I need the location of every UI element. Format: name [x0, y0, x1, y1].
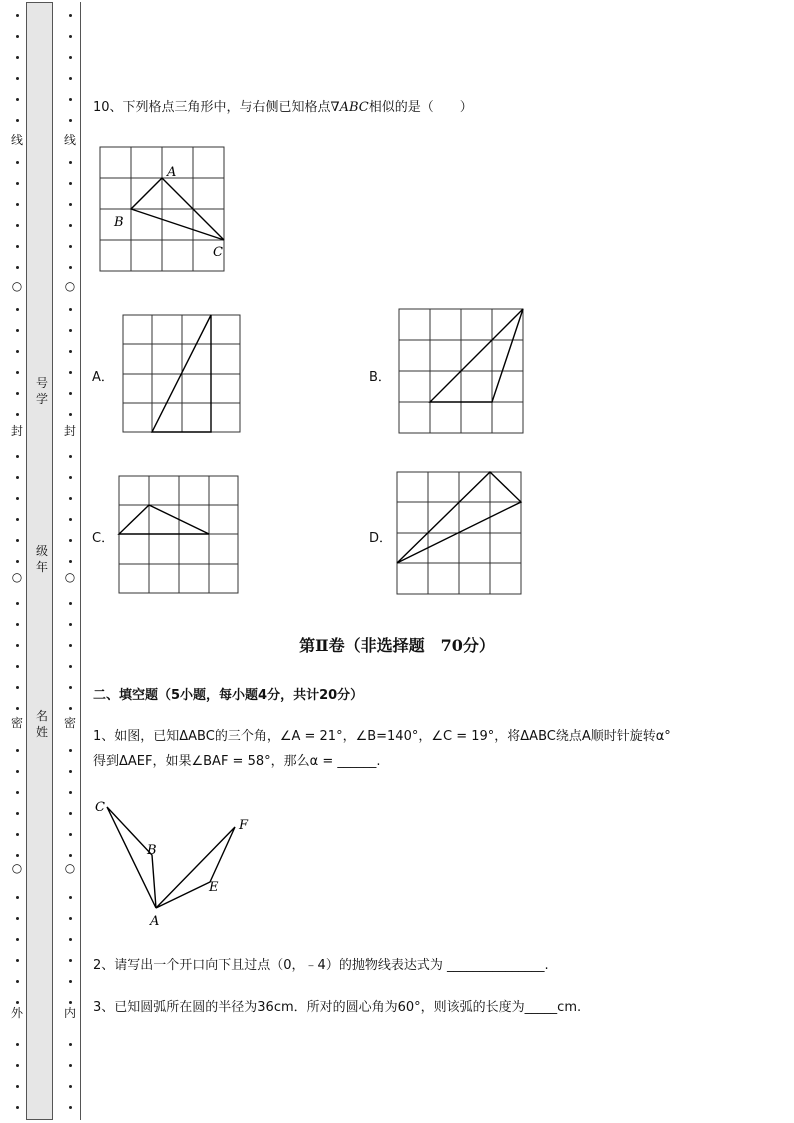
- binding-dot: [69, 1085, 72, 1088]
- binding-dot: [16, 266, 19, 269]
- binding-dot: [16, 413, 19, 416]
- binding-dot: [69, 560, 72, 563]
- binding-dot: [16, 161, 19, 164]
- binding-dot: [16, 791, 19, 794]
- binding-dot: [16, 14, 19, 17]
- binding-dot: [69, 518, 72, 521]
- binding-dot: [16, 959, 19, 962]
- field-name: 名姓: [35, 709, 48, 739]
- binding-dot: [16, 539, 19, 542]
- q10-text-after: 相似的是（ ）: [368, 100, 473, 115]
- binding-dot: [69, 203, 72, 206]
- binding-dot: [16, 392, 19, 395]
- binding-dot: [69, 14, 72, 17]
- binding-dot: [16, 308, 19, 311]
- binding-dot: [16, 812, 19, 815]
- binding-dot: [16, 623, 19, 626]
- inner-mark-circle: ○: [64, 570, 76, 584]
- q10-reference-figure: [90, 140, 240, 280]
- binding-dot: [69, 497, 72, 500]
- outer-mark-circle: ○: [11, 861, 23, 875]
- binding-dot: [16, 896, 19, 899]
- section-heading: 二、填空题（5小题，每小题4分，共计20分）: [93, 688, 364, 703]
- binding-dot: [16, 518, 19, 521]
- option-b-figure[interactable]: [396, 306, 526, 436]
- binding-dot: [69, 392, 72, 395]
- binding-dot: [69, 707, 72, 710]
- binding-dot: [16, 497, 19, 500]
- binding-dot: [16, 245, 19, 248]
- binding-dot: [16, 56, 19, 59]
- binding-dot: [69, 98, 72, 101]
- binding-dot: [16, 665, 19, 668]
- binding-dot: [16, 833, 19, 836]
- binding-dot: [69, 245, 72, 248]
- binding-dot: [16, 686, 19, 689]
- binding-dot: [69, 749, 72, 752]
- outer-mark-circle: ○: [11, 570, 23, 584]
- binding-dot: [16, 1106, 19, 1109]
- binding-dot: [69, 266, 72, 269]
- label-e: E: [209, 880, 219, 895]
- label-f: F: [239, 818, 249, 833]
- binding-dot: [69, 182, 72, 185]
- inner-mark-circle: ○: [64, 861, 76, 875]
- outer-mark-mi: 密: [10, 716, 23, 730]
- binding-dot: [16, 770, 19, 773]
- binding-dot: [69, 329, 72, 332]
- binding-dot: [69, 833, 72, 836]
- fill-q1-line1: 1、如图，已知ΔABC的三个角，∠A = 21°，∠B=140°，∠C = 19°，将ΔABC绕点A顺时针旋转α°: [93, 729, 671, 744]
- binding-dot: [69, 791, 72, 794]
- binding-dot: [69, 371, 72, 374]
- binding-dot: [69, 602, 72, 605]
- label-c: C: [213, 245, 223, 260]
- binding-dot: [69, 539, 72, 542]
- binding-dot: [16, 371, 19, 374]
- binding-dot: [16, 854, 19, 857]
- binding-dot: [69, 959, 72, 962]
- fill-q1-figure: [90, 795, 260, 930]
- triangle-aef: [156, 827, 235, 908]
- binding-dot: [69, 119, 72, 122]
- option-c-figure[interactable]: [116, 473, 242, 597]
- binding-dot: [69, 455, 72, 458]
- binding-dot: [16, 77, 19, 80]
- binding-dot: [16, 602, 19, 605]
- inner-mark-feng: 封: [63, 424, 76, 438]
- binding-dot: [16, 980, 19, 983]
- binding-dot: [16, 350, 19, 353]
- option-a-label[interactable]: A．: [92, 370, 114, 385]
- fill-q3: 3、已知圆弧所在圆的半径为36cm．所对的圆心角为60°，则该弧的长度为_____cm.: [93, 1000, 582, 1015]
- q10-triangle-name: ∇ABC: [330, 100, 369, 115]
- binding-dot: [16, 98, 19, 101]
- inner-mark-nei: 内: [63, 1006, 76, 1020]
- binding-dot: [69, 161, 72, 164]
- label-b: B: [114, 215, 124, 230]
- binding-dot: [16, 224, 19, 227]
- binding-dot: [16, 182, 19, 185]
- binding-dot: [69, 77, 72, 80]
- option-d-figure[interactable]: [394, 469, 524, 597]
- fill-q2: 2、请写出一个开口向下且过点（0，﹣4）的抛物线表达式为 _______________.: [93, 958, 549, 973]
- option-a-figure[interactable]: [120, 312, 244, 436]
- binding-dot: [69, 35, 72, 38]
- binding-dot: [16, 455, 19, 458]
- binding-dot: [69, 56, 72, 59]
- binding-dot: [69, 308, 72, 311]
- binding-dot: [16, 1085, 19, 1088]
- binding-dot: [16, 1043, 19, 1046]
- binding-dot: [69, 770, 72, 773]
- binding-dot: [69, 476, 72, 479]
- binding-dot: [69, 938, 72, 941]
- inner-mark-mi: 密: [63, 716, 76, 730]
- binding-dot: [16, 749, 19, 752]
- binding-dot: [16, 938, 19, 941]
- binding-dot: [69, 623, 72, 626]
- binding-dot: [69, 1064, 72, 1067]
- section-title: 第Ⅱ卷（非选择题 70分）: [299, 636, 495, 655]
- question-10-text: [93, 99, 473, 117]
- binding-dot: [16, 560, 19, 563]
- option-c-label[interactable]: C．: [92, 531, 115, 546]
- label-c: C: [95, 800, 105, 815]
- binding-dot: [69, 812, 72, 815]
- binding-dot: [16, 35, 19, 38]
- binding-dot: [69, 1043, 72, 1046]
- binding-dot: [16, 917, 19, 920]
- binding-dot: [69, 980, 72, 983]
- binding-dot: [69, 896, 72, 899]
- binding-dot: [69, 413, 72, 416]
- field-student-number: 号学: [35, 376, 48, 406]
- outer-mark-circle: ○: [11, 279, 23, 293]
- field-grade: 级年: [35, 544, 48, 574]
- inner-mark-circle: ○: [64, 279, 76, 293]
- binding-dot: [69, 1106, 72, 1109]
- q10-text-before: 10、下列格点三角形中，与右侧已知格点: [93, 100, 331, 115]
- binding-dot: [16, 329, 19, 332]
- binding-dot: [69, 1001, 72, 1004]
- binding-dot: [69, 686, 72, 689]
- option-d-label[interactable]: D．: [369, 531, 393, 546]
- inner-mark-xian: 线: [63, 133, 76, 147]
- binding-dot: [69, 350, 72, 353]
- binding-dot: [16, 1001, 19, 1004]
- binding-dot: [16, 707, 19, 710]
- outer-mark-wai: 外: [10, 1006, 23, 1020]
- binding-dot: [16, 119, 19, 122]
- outer-mark-feng: 封: [10, 424, 23, 438]
- label-b: B: [147, 843, 157, 858]
- fill-q1-line2: 得到ΔAEF，如果∠BAF = 58°，那么α = ______.: [93, 754, 381, 769]
- binding-dot: [16, 1064, 19, 1067]
- binding-dot: [16, 203, 19, 206]
- option-b-label[interactable]: B．: [369, 370, 391, 385]
- outer-mark-xian: 线: [10, 133, 23, 147]
- binding-dot: [69, 854, 72, 857]
- binding-line: [80, 2, 81, 1120]
- binding-dot: [69, 224, 72, 227]
- label-a: A: [150, 914, 160, 929]
- binding-dot: [69, 917, 72, 920]
- label-a: A: [167, 165, 177, 180]
- binding-dot: [69, 665, 72, 668]
- binding-dot: [16, 476, 19, 479]
